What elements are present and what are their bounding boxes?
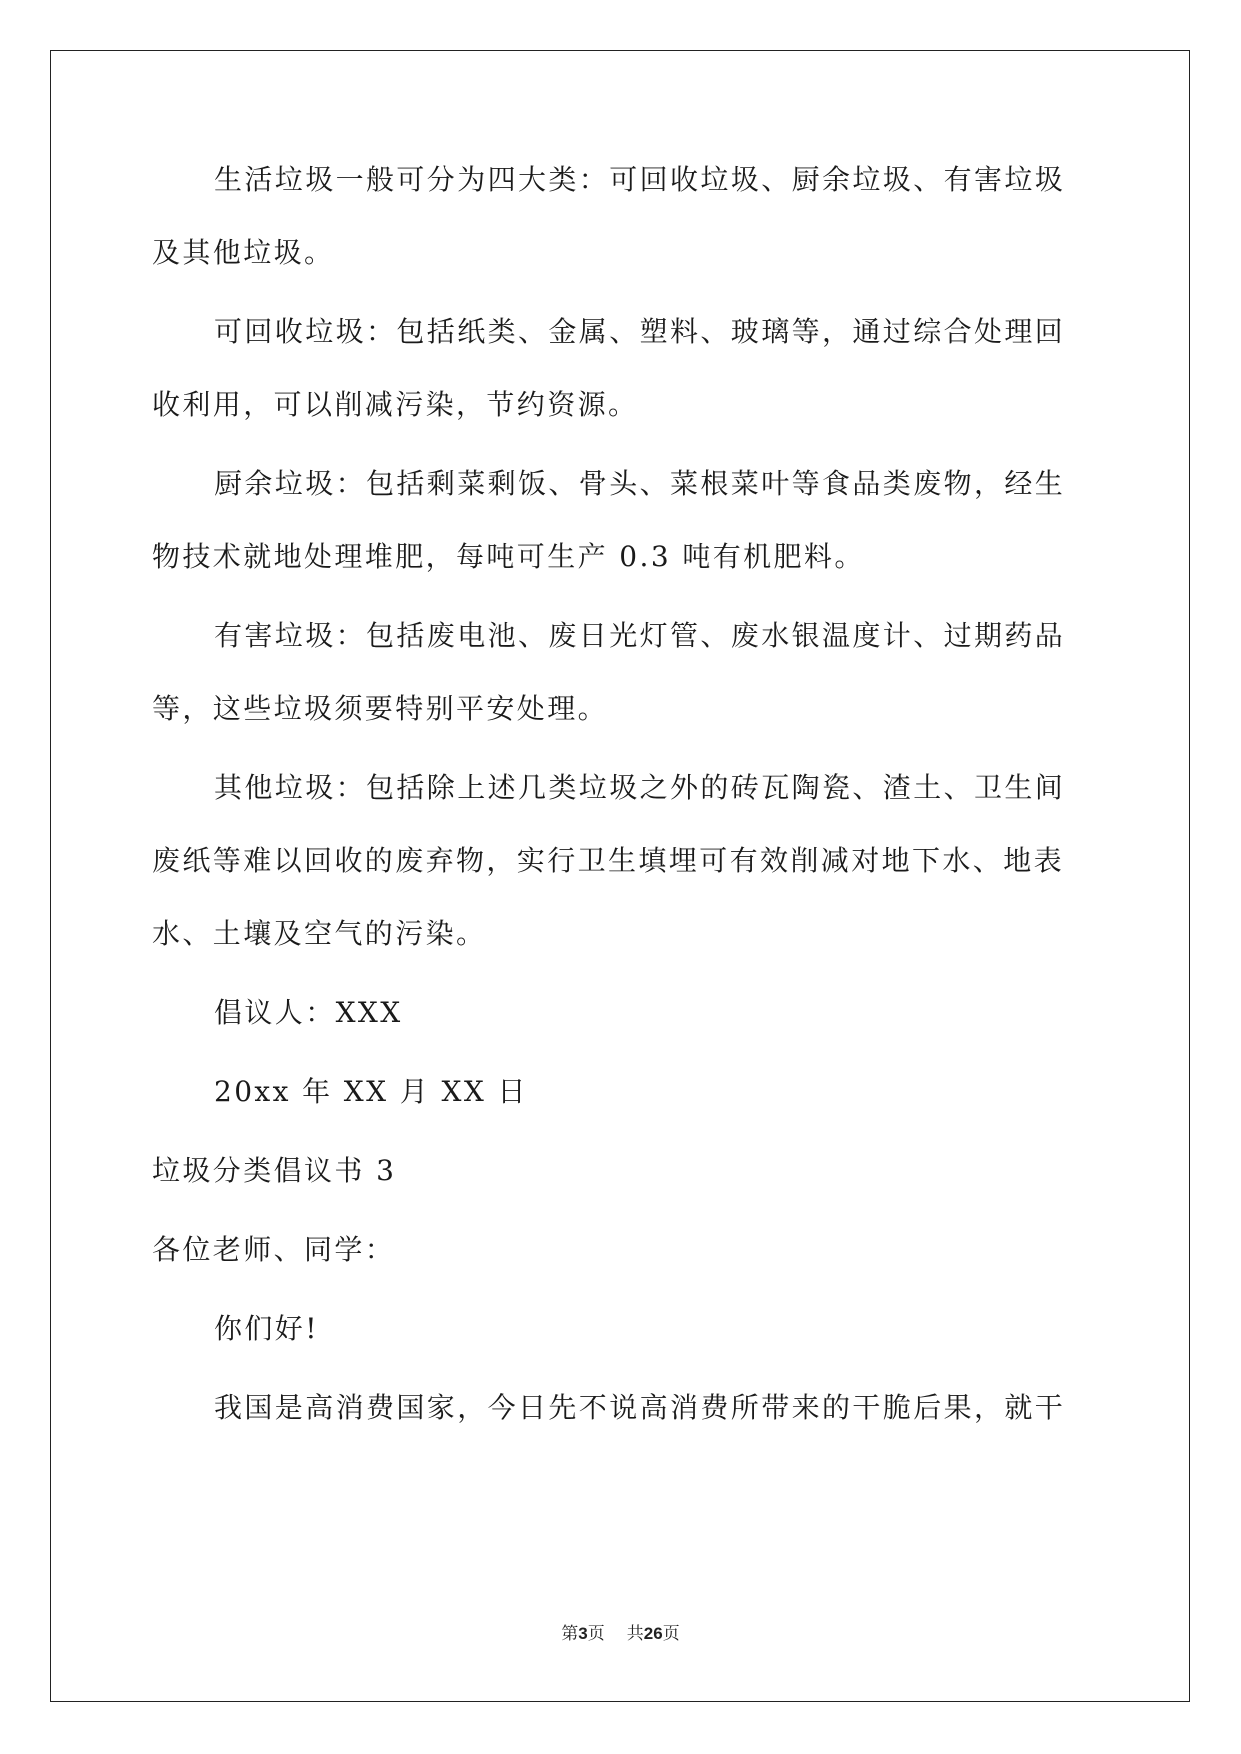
paragraph-line: 水、土壤及空气的污染。 [152, 917, 487, 950]
paragraph-line: 收利用，可以削减污染，节约资源。 [152, 388, 639, 421]
paragraph-line: 废纸等难以回收的废弃物，实行卫生填埋可有效削减对地下水、地表 [152, 844, 1065, 877]
total-pages: 26 [643, 1624, 663, 1643]
paragraph-line: 等，这些垃圾须要特别平安处理。 [152, 692, 609, 725]
page-number: 3 [578, 1624, 588, 1643]
page-footer [0, 1619, 1241, 1644]
paragraph-line: 生活垃圾一般可分为四大类：可回收垃圾、厨余垃圾、有害垃圾 [214, 163, 1066, 196]
paragraph-line: 我国是高消费国家，今日先不说高消费所带来的干脆后果，就干 [214, 1391, 1066, 1424]
greeting: 你们好! [214, 1312, 319, 1345]
date-line: 20xx 年 XX 月 XX 日 [214, 1075, 528, 1108]
paragraph-line: 及其他垃圾。 [152, 236, 335, 269]
salutation: 各位老师、同学： [152, 1233, 396, 1266]
page-label-suffix: 页 [587, 1624, 605, 1644]
total-label-suffix: 页 [662, 1624, 680, 1644]
page-label-prefix: 第 [561, 1624, 579, 1644]
paragraph-line: 其他垃圾：包括除上述几类垃圾之外的砖瓦陶瓷、渣土、卫生间 [214, 771, 1066, 804]
paragraph-line: 有害垃圾：包括废电池、废日光灯管、废水银温度计、过期药品 [214, 619, 1066, 652]
section-title: 垃圾分类倡议书 3 [152, 1154, 397, 1187]
paragraph-line: 物技术就地处理堆肥，每吨可生产 0.3 吨有机肥料。 [152, 540, 865, 573]
paragraph-line: 厨余垃圾：包括剩菜剩饭、骨头、菜根菜叶等食品类废物，经生 [214, 467, 1066, 500]
signature-line: 倡议人：XXX [214, 996, 403, 1029]
paragraph-line: 可回收垃圾：包括纸类、金属、塑料、玻璃等，通过综合处理回 [214, 315, 1066, 348]
total-label-prefix: 共 [626, 1624, 644, 1644]
document-body [152, 163, 1092, 1424]
